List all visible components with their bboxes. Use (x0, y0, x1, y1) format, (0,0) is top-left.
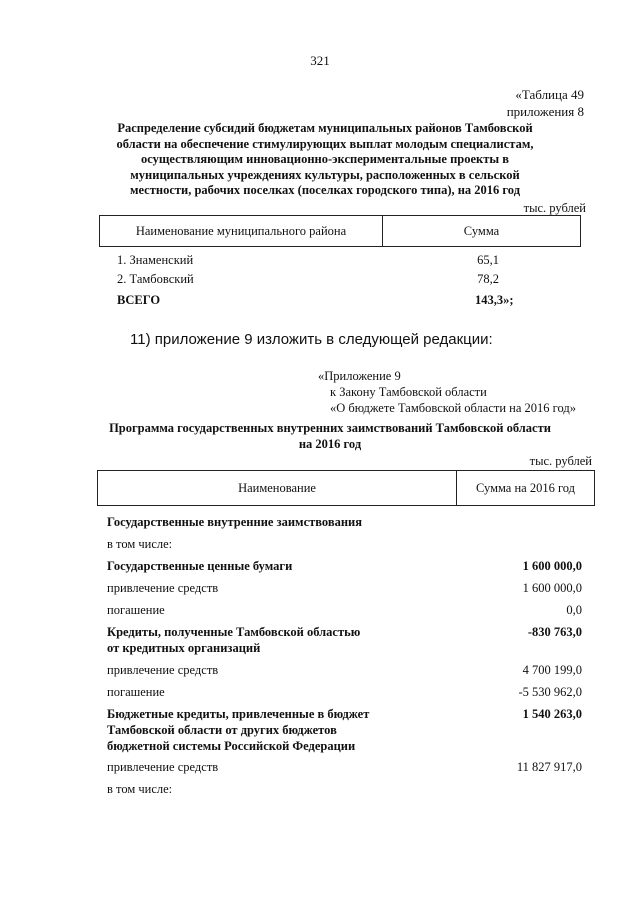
table-note-line2: приложения 8 (506, 104, 584, 119)
row-name: в том числе: (107, 782, 173, 796)
appendix9-units: тыс. рублей (529, 454, 592, 468)
row-value: 1 600 000,0 (522, 581, 582, 595)
table49-units: тыс. рублей (523, 201, 586, 215)
appendix-line2: к Закону Тамбовской области (330, 385, 487, 399)
row-name: в том числе: (107, 537, 173, 551)
amendment-paragraph: 11) приложение 9 изложить в следующей редакции: (130, 331, 493, 348)
table-row (107, 707, 582, 755)
appendix9-header (97, 470, 595, 506)
appendix9-title-line: на 2016 год (298, 436, 362, 451)
appendix-line1: «Приложение 9 (318, 369, 401, 383)
row-name: погашение (107, 685, 165, 699)
row-name: привлечение средств (107, 760, 219, 774)
column-header-sum: Сумма (383, 216, 581, 247)
table49-title-line: местности, рабочих поселках (поселках городского типа), на 2016 год (129, 183, 521, 197)
table49-title (90, 121, 560, 199)
row-name: 1. Знаменский (117, 253, 194, 267)
row-name: Бюджетные кредиты, привлеченные в бюджет (107, 707, 370, 721)
row-name-line3: бюджетной системы Российской Федерации (107, 739, 356, 753)
table49-title-line: области на обеспечение стимулирующих выплат молодым специалистам, (116, 136, 534, 151)
row-value: 1 600 000,0 (522, 559, 582, 573)
total-value: 143,3»; (475, 293, 514, 307)
table49-title-line: муниципальных учреждениях культуры, расположенных в сельской (130, 167, 520, 182)
row-name: Кредиты, полученные Тамбовской областью (107, 625, 361, 639)
row-value: 11 827 917,0 (516, 760, 582, 774)
row-name-line2: от кредитных организаций (107, 641, 261, 655)
table49-title-line: осуществляющим инновационно-экспериментальные проекты в (141, 152, 509, 166)
row-name: привлечение средств (107, 663, 219, 677)
total-label: ВСЕГО (117, 293, 161, 307)
table49-header (99, 215, 581, 247)
row-name: погашение (107, 603, 165, 617)
row-value: 65,1 (477, 253, 499, 267)
row-value: 4 700 199,0 (522, 663, 582, 677)
row-value: -830 763,0 (527, 625, 582, 639)
row-name: привлечение средств (107, 581, 219, 595)
appendix-line3: «О бюджете Тамбовской области на 2016 год» (330, 401, 576, 415)
column-header-name: Наименование (98, 471, 457, 506)
row-value: 78,2 (477, 272, 499, 286)
column-header-sum: Сумма на 2016 год (457, 471, 595, 506)
row-value: 1 540 263,0 (522, 707, 582, 721)
row-name: 2. Тамбовский (117, 272, 194, 286)
column-header-name: Наименование муниципального района (100, 216, 383, 247)
table49-title-line: Распределение субсидий бюджетам муниципальных районов Тамбовской (117, 121, 533, 135)
appendix9-title-line: Программа государственных внутренних заимствований Тамбовской области (109, 421, 551, 435)
row-value: -5 530 962,0 (518, 685, 582, 699)
page-number: 321 (310, 53, 330, 68)
table-row (107, 625, 582, 657)
row-name: Государственные ценные бумаги (107, 559, 293, 573)
row-value: 0,0 (566, 603, 582, 617)
row-name: Государственные внутренние заимствования (107, 515, 363, 529)
appendix9-title (80, 421, 580, 452)
row-name-line2: Тамбовской области от других бюджетов (107, 723, 337, 737)
table-note-line1: «Таблица 49 (515, 87, 584, 102)
